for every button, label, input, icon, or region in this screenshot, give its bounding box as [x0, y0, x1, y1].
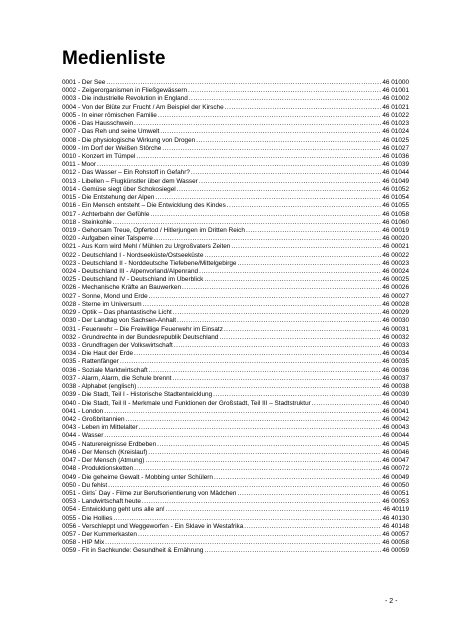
- dot-leader: [196, 137, 381, 145]
- entry-title: 0023 - Deutschland II - Norddeutsche Tiefebene/Mittelgebirge: [62, 259, 237, 267]
- dot-leader: [173, 309, 382, 317]
- list-item: [62, 408, 409, 416]
- entry-title: 0022 - Deutschland I - Nordseeküste/Ostseeküste: [62, 251, 204, 259]
- list-item: [62, 358, 409, 366]
- list-item: [62, 186, 409, 194]
- entry-code: 46 00072: [382, 465, 409, 473]
- list-item: [62, 449, 409, 457]
- dot-leader: [177, 186, 382, 194]
- list-item: [62, 539, 409, 547]
- list-item: [62, 301, 409, 309]
- dot-leader: [104, 408, 381, 416]
- entry-title: 0014 - Gemüse siegt über Schokosiegel: [62, 185, 176, 193]
- entry-code: 46 01025: [382, 136, 409, 144]
- dot-leader: [104, 432, 381, 440]
- entry-code: 46 00038: [382, 383, 409, 391]
- list-item: [62, 202, 409, 210]
- dot-leader: [227, 202, 382, 210]
- entry-code: 46 00051: [382, 489, 409, 497]
- entry-code: 46 00028: [382, 300, 409, 308]
- entry-title: 0033 - Grundfragen der Volkswirtschaft: [62, 342, 173, 349]
- entry-title: 0004 - Von der Blüte zur Frucht / Am Beispiel der Kirsche: [62, 103, 224, 111]
- list-item: [62, 474, 409, 482]
- dot-leader: [191, 169, 381, 177]
- list-item: [62, 211, 409, 219]
- dot-leader: [139, 424, 382, 432]
- entry-code: 46 00034: [382, 350, 409, 358]
- entry-code: 46 00021: [382, 243, 409, 251]
- entry-title: 0055 - Die Hollies: [62, 514, 113, 522]
- list-item: [62, 178, 409, 186]
- dot-leader: [160, 128, 381, 136]
- list-item: [62, 498, 409, 506]
- dot-leader: [199, 268, 381, 276]
- entry-code: 46 00030: [382, 317, 409, 325]
- entry-code: 46 00024: [382, 268, 409, 276]
- entry-title: 0042 - Großbritannien: [62, 415, 125, 423]
- dot-leader: [148, 449, 381, 457]
- list-item: [62, 227, 409, 235]
- list-item: [62, 416, 409, 424]
- entry-title: 0002 - Zeigerorganismen in Fließgewässern: [62, 87, 188, 95]
- list-item: [62, 490, 409, 498]
- entry-title: 0026 - Mechanische Kräfte an Bauwerken: [62, 284, 182, 292]
- list-item: [62, 432, 409, 440]
- media-list: [62, 79, 409, 556]
- entry-title: 0043 - Leben im Mittelalter: [62, 424, 138, 432]
- entry-code: 46 01000: [382, 79, 409, 86]
- dot-leader: [145, 457, 381, 465]
- entry-code: 46 40119: [382, 506, 409, 514]
- entry-code: 46 00059: [382, 547, 409, 555]
- dot-leader: [149, 367, 382, 375]
- dot-leader: [219, 334, 381, 342]
- entry-title: 0013 - Libellen – Flugkünstler über dem Wasser: [62, 177, 198, 185]
- entry-title: 0040 - Die Stadt, Teil II - Merkmale und Funktionen der Großstadt, Teil III – Stadtstruktur: [62, 399, 311, 407]
- entry-title: 0006 - Das Hausschwein: [62, 120, 134, 128]
- dot-leader: [149, 293, 382, 301]
- list-item: [62, 260, 409, 268]
- dot-leader: [237, 490, 381, 498]
- list-item: [62, 424, 409, 432]
- dot-leader: [113, 515, 381, 523]
- list-item: [62, 547, 409, 555]
- entry-title: 0044 - Wasser: [62, 432, 104, 440]
- dot-leader: [137, 383, 381, 391]
- list-item: [62, 441, 409, 449]
- entry-title: 0003 - Die industrielle Revolution in England: [62, 95, 188, 103]
- dot-leader: [312, 400, 382, 408]
- dot-leader: [105, 539, 381, 547]
- dot-leader: [142, 498, 381, 506]
- dot-leader: [231, 243, 381, 251]
- dot-leader: [155, 194, 381, 202]
- entry-code: 46 00027: [382, 292, 409, 300]
- dot-leader: [182, 284, 381, 292]
- list-item: [62, 219, 409, 227]
- dot-leader: [199, 178, 382, 186]
- entry-title: 0032 - Grundrechte in der Bundesrepublik Deutschland: [62, 333, 219, 341]
- list-item: [62, 252, 409, 260]
- entry-code: 46 00042: [382, 415, 409, 423]
- entry-title: 0057 - Der Kummerkasten: [62, 531, 137, 539]
- dot-leader: [213, 391, 381, 399]
- entry-title: 0059 - Fit in Sachkunde: Gesundheit & Ernährung: [62, 547, 204, 555]
- list-item: [62, 161, 409, 169]
- entry-code: 46 01021: [382, 103, 409, 111]
- entry-code: 46 00044: [382, 432, 409, 440]
- entry-code: 46 00043: [382, 424, 409, 432]
- entry-title: 0019 - Gehorsam Treue, Opfertod / Hitlerjungen im Dritten Reich: [62, 226, 245, 234]
- dot-leader: [154, 235, 382, 243]
- entry-title: 0011 - Moor: [62, 161, 96, 169]
- list-item: [62, 145, 409, 153]
- entry-title: 0048 - Produktionsketten: [62, 465, 134, 473]
- entry-title: 0041 - London: [62, 407, 104, 415]
- entry-title: 0028 - Sterne im Universum: [62, 300, 142, 308]
- entry-code: 46 01002: [382, 95, 409, 103]
- dot-leader: [106, 79, 381, 87]
- dot-leader: [134, 350, 381, 358]
- dot-leader: [166, 506, 382, 514]
- entry-code: 46 00050: [382, 481, 409, 489]
- dot-leader: [120, 358, 381, 366]
- entry-code: 46 00019: [382, 226, 409, 234]
- entry-title: 0047 - Der Mensch (Atmung): [62, 457, 145, 465]
- list-item: [62, 375, 409, 383]
- entry-code: 46 00039: [382, 391, 409, 399]
- entry-code: 46 01024: [382, 128, 409, 136]
- entry-code: 46 01022: [382, 111, 409, 119]
- dot-leader: [237, 260, 381, 268]
- entry-code: 46 00036: [382, 366, 409, 374]
- list-item: [62, 367, 409, 375]
- entry-title: 0053 - Landwirtschaft heute: [62, 498, 141, 506]
- list-item: [62, 482, 409, 490]
- list-item: [62, 235, 409, 243]
- entry-title: 0008 - Die physiologische Wirkung von Drogen: [62, 136, 196, 144]
- dot-leader: [150, 211, 381, 219]
- entry-code: 46 00033: [382, 342, 409, 349]
- dot-leader: [244, 523, 381, 531]
- entry-code: 46 01058: [382, 210, 409, 218]
- entry-title: 0015 - Die Entstehung der Alpen: [62, 194, 155, 202]
- entry-code: 46 00049: [382, 473, 409, 481]
- dot-leader: [126, 416, 382, 424]
- entry-code: 46 00025: [382, 276, 409, 284]
- entry-code: 46 01001: [382, 87, 409, 95]
- dot-leader: [157, 441, 381, 449]
- dot-leader: [138, 531, 381, 539]
- entry-title: 0012 - Das Wasser – Ein Rohstoff in Gefahr?: [62, 169, 190, 177]
- list-item: [62, 95, 409, 103]
- entry-title: 0051 - Girls´ Day - Filme zur Berufsorientierung von Mädchen: [62, 489, 237, 497]
- list-item: [62, 523, 409, 531]
- dot-leader: [174, 342, 382, 350]
- entry-title: 0027 - Sonne, Mond und Erde: [62, 292, 148, 300]
- dot-leader: [204, 252, 381, 260]
- dot-leader: [214, 474, 381, 482]
- entry-title: 0005 - In einer römischen Familie: [62, 111, 157, 119]
- entry-title: 0037 - Alarm, Alarm, die Schule brennt: [62, 374, 172, 382]
- entry-code: 46 00026: [382, 284, 409, 292]
- list-item: [62, 515, 409, 523]
- entry-code: 46 01052: [382, 185, 409, 193]
- entry-title: 0035 - Rattenfänger: [62, 358, 119, 366]
- list-item: [62, 169, 409, 177]
- list-item: [62, 243, 409, 251]
- list-item: [62, 87, 409, 95]
- entry-title: 0058 - HIP Mix: [62, 539, 105, 547]
- entry-code: 46 00041: [382, 407, 409, 415]
- dot-leader: [172, 375, 381, 383]
- entry-title: 0046 - Der Mensch (Kreislauf): [62, 448, 148, 456]
- entry-title: 0009 - Im Dorf der Weißen Störche: [62, 144, 162, 152]
- entry-title: 0034 - Die Haut der Erde: [62, 350, 134, 358]
- entry-code: 46 01060: [382, 218, 409, 226]
- entry-title: 0036 - Soziale Marktwirtschaft: [62, 366, 148, 374]
- entry-code: 46 00046: [382, 448, 409, 456]
- entry-title: 0054 - Entwicklung geht uns alle an!: [62, 506, 165, 514]
- entry-title: 0025 - Deutschland IV - Deutschland im Überblick: [62, 276, 204, 284]
- entry-title: 0016 - Ein Mensch entsteht – Die Entwicklung des Kindes: [62, 202, 226, 210]
- entry-code: 46 00032: [382, 333, 409, 341]
- list-item: [62, 334, 409, 342]
- entry-code: 46 01027: [382, 144, 409, 152]
- list-item: [62, 400, 409, 408]
- entry-code: 46 01054: [382, 194, 409, 202]
- list-item: [62, 317, 409, 325]
- entry-code: 46 40130: [382, 514, 409, 522]
- entry-title: 0049 - Die geheime Gewalt - Mobbing unter Schülern: [62, 473, 213, 481]
- list-item: [62, 391, 409, 399]
- dot-leader: [97, 161, 381, 169]
- dot-leader: [136, 153, 381, 161]
- list-item: [62, 268, 409, 276]
- list-item: [62, 276, 409, 284]
- dot-leader: [204, 547, 381, 555]
- list-item: [62, 194, 409, 202]
- entry-code: 46 01039: [382, 161, 409, 169]
- entry-code: 46 00037: [382, 374, 409, 382]
- entry-code: 46 01044: [382, 169, 409, 177]
- list-item: [62, 309, 409, 317]
- entry-title: 0024 - Deutschland III - Alpenvorland/Alpenrand: [62, 268, 199, 276]
- entry-code: 46 00029: [382, 309, 409, 317]
- dot-leader: [224, 326, 381, 334]
- entry-title: 0029 - Optik – Das phantastische Licht: [62, 309, 172, 317]
- list-item: [62, 342, 409, 350]
- entry-code: 46 00053: [382, 498, 409, 506]
- list-item: [62, 120, 409, 128]
- list-item: [62, 506, 409, 514]
- list-item: [62, 350, 409, 358]
- entry-title: 0017 - Achterbahn der Gefühle: [62, 210, 150, 218]
- dot-leader: [134, 120, 381, 128]
- list-item: [62, 457, 409, 465]
- entry-title: 0045 - Naturereignisse Erdbeben: [62, 440, 157, 448]
- entry-code: 46 00057: [382, 531, 409, 539]
- list-item: [62, 293, 409, 301]
- list-item: [62, 137, 409, 145]
- page-title: Medienliste: [62, 48, 166, 69]
- entry-code: 46 01023: [382, 120, 409, 128]
- entry-code: 46 00022: [382, 251, 409, 259]
- entry-title: 0018 - Steinkohle: [62, 218, 112, 226]
- entry-code: 46 00023: [382, 259, 409, 267]
- entry-title: 0001 - Der See: [62, 79, 106, 86]
- entry-title: 0020 - Aufgaben einer Talsperre: [62, 235, 153, 243]
- entry-title: 0030 - Der Landtag von Sachsen-Anhalt: [62, 317, 177, 325]
- dot-leader: [108, 482, 381, 490]
- list-item: [62, 153, 409, 161]
- dot-leader: [225, 104, 382, 112]
- dot-leader: [143, 301, 382, 309]
- list-item: [62, 128, 409, 136]
- entry-title: 0038 - Alphabet (englisch): [62, 383, 137, 391]
- entry-title: 0039 - Die Stadt, Teil I - Historische Stadtentwicklung: [62, 391, 213, 399]
- dot-leader: [158, 112, 382, 120]
- entry-title: 0021 - Aus Korn wird Mehl / Mühlen zu Urgroßvaters Zeiten: [62, 243, 231, 251]
- entry-code: 46 00058: [382, 539, 409, 547]
- entry-code: 46 01055: [382, 202, 409, 210]
- dot-leader: [246, 227, 381, 235]
- entry-code: 46 01049: [382, 177, 409, 185]
- entry-title: 0010 - Konzert im Tümpel: [62, 152, 136, 160]
- dot-leader: [177, 317, 381, 325]
- list-item: [62, 284, 409, 292]
- list-item: [62, 326, 409, 334]
- page-number: - 2 -: [385, 598, 398, 605]
- dot-leader: [188, 87, 381, 95]
- entry-code: 46 00020: [382, 235, 409, 243]
- entry-code: 46 00031: [382, 325, 409, 333]
- dot-leader: [134, 465, 381, 473]
- dot-leader: [113, 219, 382, 227]
- entry-title: 0050 - Du fehlst: [62, 481, 108, 489]
- dot-leader: [189, 95, 382, 103]
- list-item: [62, 79, 409, 87]
- list-item: [62, 112, 409, 120]
- entry-code: 46 00047: [382, 457, 409, 465]
- entry-code: 46 01036: [382, 152, 409, 160]
- dot-leader: [162, 145, 381, 153]
- entry-code: 46 00040: [382, 399, 409, 407]
- list-item: [62, 383, 409, 391]
- list-item: [62, 104, 409, 112]
- list-item: [62, 465, 409, 473]
- entry-title: 0056 - Verschleppt und Weggeworfen - Ein Sklave in Westafrika: [62, 522, 244, 530]
- entry-code: 46 00045: [382, 440, 409, 448]
- entry-title: 0007 - Das Reh und seine Umwelt: [62, 128, 160, 136]
- entry-title: 0031 - Feuerwehr – Die Freiwillige Feuerwehr im Einsatz: [62, 325, 223, 333]
- entry-code: 46 00035: [382, 358, 409, 366]
- entry-code: 46 40148: [382, 522, 409, 530]
- list-item: [62, 531, 409, 539]
- dot-leader: [204, 276, 381, 284]
